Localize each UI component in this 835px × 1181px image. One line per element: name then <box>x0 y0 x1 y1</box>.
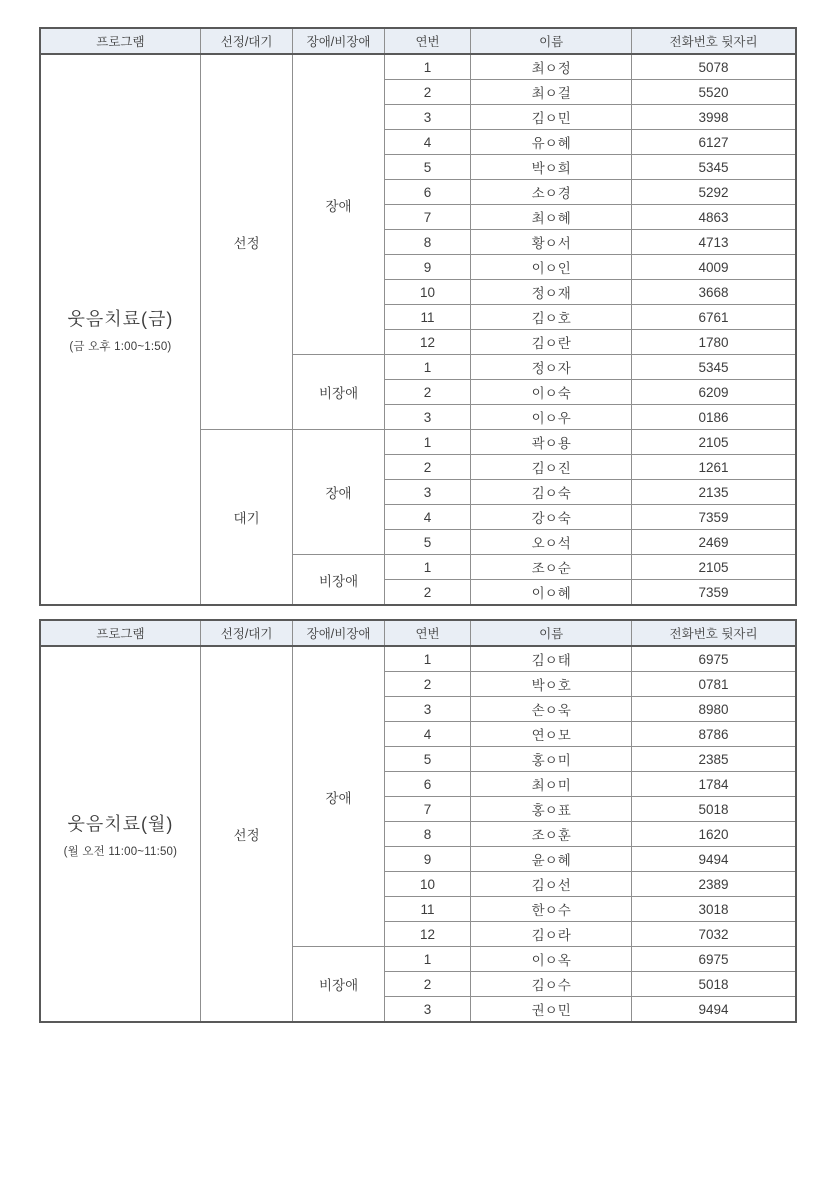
phone-cell: 5292 <box>632 180 796 205</box>
seq-cell: 10 <box>384 280 470 305</box>
seq-cell: 11 <box>384 305 470 330</box>
column-header-4: 이름 <box>471 28 632 54</box>
name-cell: 오ㅇ석 <box>471 530 632 555</box>
column-header-2: 장애/비장애 <box>293 620 384 646</box>
program-title: 웃음치료(금) <box>67 309 174 329</box>
seq-cell: 9 <box>384 255 470 280</box>
phone-cell: 0781 <box>632 672 796 697</box>
name-cell: 박ㅇ호 <box>471 672 632 697</box>
name-cell: 이ㅇ혜 <box>471 580 632 606</box>
phone-cell: 8980 <box>632 697 796 722</box>
seq-cell: 1 <box>384 646 470 672</box>
phone-cell: 1261 <box>632 455 796 480</box>
status-cell: 선정 <box>200 646 292 1022</box>
seq-cell: 9 <box>384 847 470 872</box>
phone-cell: 2469 <box>632 530 796 555</box>
phone-cell: 0186 <box>632 405 796 430</box>
program-title: 웃음치료(월) <box>67 813 174 834</box>
column-header-0: 프로그램 <box>40 28 200 54</box>
seq-cell: 1 <box>384 430 470 455</box>
seq-cell: 3 <box>384 697 470 722</box>
header-row <box>40 28 796 54</box>
disability-type-cell: 비장애 <box>293 355 384 430</box>
name-cell: 김ㅇ호 <box>471 305 632 330</box>
name-cell: 소ㅇ경 <box>471 180 632 205</box>
seq-cell: 5 <box>384 747 470 772</box>
name-cell: 강ㅇ숙 <box>471 505 632 530</box>
name-cell: 곽ㅇ용 <box>471 430 632 455</box>
name-cell: 이ㅇ숙 <box>471 380 632 405</box>
disability-type-cell: 비장애 <box>293 555 384 606</box>
phone-cell: 2105 <box>632 430 796 455</box>
phone-cell: 2389 <box>632 872 796 897</box>
roster-table-friday <box>39 27 797 606</box>
name-cell: 이ㅇ옥 <box>471 947 632 972</box>
seq-cell: 3 <box>384 997 470 1023</box>
name-cell: 정ㅇ재 <box>471 280 632 305</box>
phone-cell: 5078 <box>632 54 796 80</box>
phone-cell: 3018 <box>632 897 796 922</box>
phone-cell: 9494 <box>632 847 796 872</box>
phone-cell: 3668 <box>632 280 796 305</box>
phone-cell: 5018 <box>632 972 796 997</box>
column-header-0: 프로그램 <box>40 620 200 646</box>
name-cell: 최ㅇ혜 <box>471 205 632 230</box>
phone-cell: 7359 <box>632 580 796 606</box>
disability-type-cell: 장애 <box>293 54 384 355</box>
seq-cell: 1 <box>384 555 470 580</box>
seq-cell: 2 <box>384 380 470 405</box>
column-header-1: 선정/대기 <box>200 28 292 54</box>
roster-table-monday-body <box>40 646 796 1022</box>
phone-cell: 9494 <box>632 997 796 1023</box>
column-header-3: 연번 <box>384 28 470 54</box>
seq-cell: 4 <box>384 130 470 155</box>
name-cell: 김ㅇ수 <box>471 972 632 997</box>
seq-cell: 1 <box>384 947 470 972</box>
phone-cell: 1780 <box>632 330 796 355</box>
phone-cell: 5018 <box>632 797 796 822</box>
seq-cell: 5 <box>384 155 470 180</box>
disability-type-cell: 장애 <box>293 430 384 555</box>
name-cell: 최ㅇ미 <box>471 772 632 797</box>
seq-cell: 1 <box>384 355 470 380</box>
status-cell: 선정 <box>200 54 292 430</box>
seq-cell: 8 <box>384 822 470 847</box>
table-row <box>40 54 796 80</box>
column-header-5: 전화번호 뒷자리 <box>632 28 796 54</box>
disability-type-cell: 비장애 <box>293 947 384 1023</box>
name-cell: 조ㅇ순 <box>471 555 632 580</box>
column-header-4: 이름 <box>471 620 632 646</box>
name-cell: 조ㅇ훈 <box>471 822 632 847</box>
seq-cell: 3 <box>384 480 470 505</box>
header-row <box>40 620 796 646</box>
name-cell: 정ㅇ자 <box>471 355 632 380</box>
name-cell: 한ㅇ수 <box>471 897 632 922</box>
phone-cell: 6975 <box>632 947 796 972</box>
roster-table-monday <box>39 619 797 1023</box>
phone-cell: 6761 <box>632 305 796 330</box>
status-cell: 대기 <box>200 430 292 606</box>
program-cell <box>40 646 200 1022</box>
seq-cell: 6 <box>384 180 470 205</box>
phone-cell: 4863 <box>632 205 796 230</box>
name-cell: 김ㅇ숙 <box>471 480 632 505</box>
seq-cell: 7 <box>384 205 470 230</box>
roster-table-friday-header <box>40 28 796 54</box>
name-cell: 유ㅇ혜 <box>471 130 632 155</box>
name-cell: 윤ㅇ혜 <box>471 847 632 872</box>
name-cell: 황ㅇ서 <box>471 230 632 255</box>
phone-cell: 5520 <box>632 80 796 105</box>
phone-cell: 7032 <box>632 922 796 947</box>
name-cell: 김ㅇ민 <box>471 105 632 130</box>
phone-cell: 2105 <box>632 555 796 580</box>
name-cell: 이ㅇ우 <box>471 405 632 430</box>
seq-cell: 8 <box>384 230 470 255</box>
phone-cell: 5345 <box>632 355 796 380</box>
name-cell: 최ㅇ걸 <box>471 80 632 105</box>
roster-table-monday-header <box>40 620 796 646</box>
name-cell: 김ㅇ라 <box>471 922 632 947</box>
name-cell: 김ㅇ란 <box>471 330 632 355</box>
phone-cell: 8786 <box>632 722 796 747</box>
seq-cell: 1 <box>384 54 470 80</box>
phone-cell: 6209 <box>632 380 796 405</box>
program-cell <box>40 54 200 605</box>
seq-cell: 12 <box>384 922 470 947</box>
seq-cell: 2 <box>384 972 470 997</box>
seq-cell: 6 <box>384 772 470 797</box>
phone-cell: 1620 <box>632 822 796 847</box>
table-row <box>40 646 796 672</box>
phone-cell: 3998 <box>632 105 796 130</box>
seq-cell: 3 <box>384 105 470 130</box>
name-cell: 김ㅇ진 <box>471 455 632 480</box>
name-cell: 홍ㅇ미 <box>471 747 632 772</box>
name-cell: 최ㅇ정 <box>471 54 632 80</box>
column-header-2: 장애/비장애 <box>293 28 384 54</box>
seq-cell: 4 <box>384 722 470 747</box>
seq-cell: 11 <box>384 897 470 922</box>
phone-cell: 4009 <box>632 255 796 280</box>
name-cell: 권ㅇ민 <box>471 997 632 1023</box>
phone-cell: 2135 <box>632 480 796 505</box>
column-header-3: 연번 <box>384 620 470 646</box>
phone-cell: 6975 <box>632 646 796 672</box>
name-cell: 손ㅇ욱 <box>471 697 632 722</box>
column-header-1: 선정/대기 <box>200 620 292 646</box>
name-cell: 홍ㅇ표 <box>471 797 632 822</box>
name-cell: 김ㅇ태 <box>471 646 632 672</box>
seq-cell: 2 <box>384 455 470 480</box>
phone-cell: 7359 <box>632 505 796 530</box>
program-schedule: (금 오후 1:00~1:50) <box>69 341 172 353</box>
seq-cell: 10 <box>384 872 470 897</box>
phone-cell: 4713 <box>632 230 796 255</box>
roster-table-friday-body <box>40 54 796 605</box>
seq-cell: 2 <box>384 580 470 606</box>
name-cell: 김ㅇ선 <box>471 872 632 897</box>
seq-cell: 5 <box>384 530 470 555</box>
phone-cell: 2385 <box>632 747 796 772</box>
name-cell: 연ㅇ모 <box>471 722 632 747</box>
seq-cell: 2 <box>384 80 470 105</box>
name-cell: 이ㅇ인 <box>471 255 632 280</box>
seq-cell: 12 <box>384 330 470 355</box>
column-header-5: 전화번호 뒷자리 <box>632 620 796 646</box>
name-cell: 박ㅇ희 <box>471 155 632 180</box>
disability-type-cell: 장애 <box>293 646 384 947</box>
seq-cell: 4 <box>384 505 470 530</box>
phone-cell: 1784 <box>632 772 796 797</box>
seq-cell: 7 <box>384 797 470 822</box>
seq-cell: 2 <box>384 672 470 697</box>
phone-cell: 5345 <box>632 155 796 180</box>
program-schedule: (월 오전 11:00~11:50) <box>63 845 178 858</box>
seq-cell: 3 <box>384 405 470 430</box>
phone-cell: 6127 <box>632 130 796 155</box>
